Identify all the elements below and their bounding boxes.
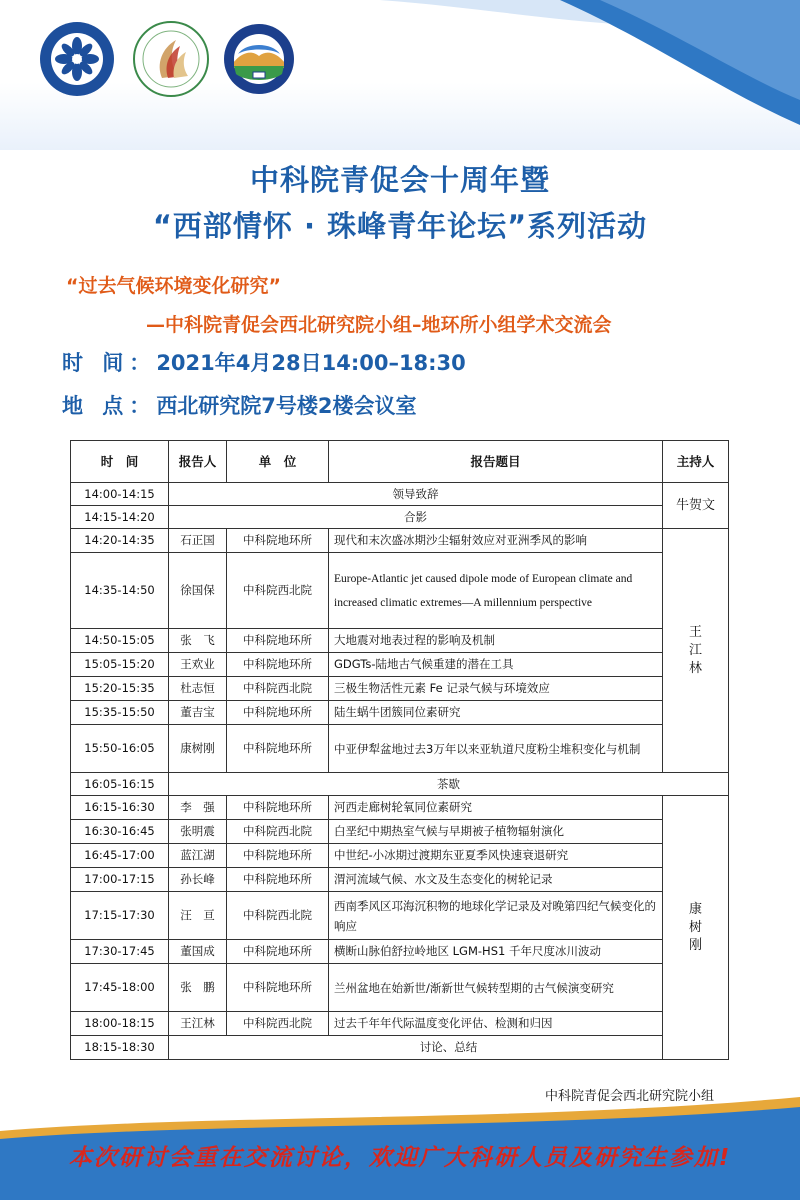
row-time: 16:15-16:30 (71, 796, 169, 820)
row-time: 16:30-16:45 (71, 820, 169, 844)
row-topic: 中世纪-小冰期过渡期东亚夏季风快速衰退研究 (329, 844, 663, 868)
row-session: 领导致辞 (169, 483, 663, 506)
time-value: 2021年4月28日14:00–18:30 (156, 351, 466, 375)
row-time: 14:20-14:35 (71, 529, 169, 553)
row-unit: 中科院西北院 (227, 892, 329, 940)
table-row (71, 964, 729, 1012)
row-time: 16:45-17:00 (71, 844, 169, 868)
table-row (71, 820, 729, 844)
main-title-line2: “西部情怀 · 珠峰青年论坛”系列活动 (152, 209, 648, 243)
row-time: 18:15-18:30 (71, 1036, 169, 1060)
row-topic: 现代和末次盛冰期沙尘辐射效应对亚洲季风的影响 (329, 529, 663, 553)
row-reporter: 杜志恒 (169, 677, 227, 701)
row-topic: 过去千年年代际温度变化评估、检测和归因 (329, 1012, 663, 1036)
header-time: 时 间 (71, 441, 169, 483)
row-reporter: 张明震 (169, 820, 227, 844)
host-name: 王江林 (688, 624, 702, 676)
slogan: 本次研讨会重在交流讨论，欢迎广大科研人员及研究生参加! (68, 1145, 732, 1171)
row-topic: GDGTs-陆地古气候重建的潜在工具 (329, 653, 663, 677)
geo-institute-logo (222, 22, 296, 96)
row-time: 15:35-15:50 (71, 701, 169, 725)
row-topic: Europe-Atlantic jet caused dipole mode of European climate and increased climatic extremes—A millennium perspective (329, 553, 663, 629)
table-row (71, 701, 729, 725)
table-row (71, 483, 729, 506)
table-row (71, 868, 729, 892)
header-host: 主持人 (663, 441, 729, 483)
row-reporter: 董吉宝 (169, 701, 227, 725)
event-time (62, 347, 466, 377)
row-topic: 白垩纪中期热室气候与早期被子植物辐射演化 (329, 820, 663, 844)
row-session: 茶歇 (169, 773, 729, 796)
host-cell (663, 529, 729, 773)
row-unit: 中科院地环所 (227, 796, 329, 820)
row-time: 14:15-14:20 (71, 506, 169, 529)
row-reporter: 王江林 (169, 1012, 227, 1036)
row-unit: 中科院地环所 (227, 653, 329, 677)
row-time: 15:20-15:35 (71, 677, 169, 701)
row-unit: 中科院地环所 (227, 844, 329, 868)
row-time: 17:00-17:15 (71, 868, 169, 892)
table-row (71, 940, 729, 964)
row-reporter: 李 强 (169, 796, 227, 820)
row-time: 15:05-15:20 (71, 653, 169, 677)
header-reporter: 报告人 (169, 441, 227, 483)
row-topic: 三极生物活性元素 Fe 记录气候与环境效应 (329, 677, 663, 701)
row-time: 14:00-14:15 (71, 483, 169, 506)
row-time: 14:35-14:50 (71, 553, 169, 629)
row-unit: 中科院西北院 (227, 553, 329, 629)
row-topic: 横断山脉伯舒拉岭地区 LGM-HS1 千年尺度冰川波动 (329, 940, 663, 964)
row-topic: 陆生蜗牛团簇同位素研究 (329, 701, 663, 725)
table-row (71, 773, 729, 796)
main-title-line1: 中科院青促会十周年暨 (249, 163, 550, 197)
row-session: 合影 (169, 506, 663, 529)
row-time: 16:05-16:15 (71, 773, 169, 796)
row-reporter: 汪 亘 (169, 892, 227, 940)
table-row (71, 677, 729, 701)
row-time: 17:45-18:00 (71, 964, 169, 1012)
header-wave (0, 0, 800, 160)
table-row (71, 1012, 729, 1036)
row-reporter: 孙长峰 (169, 868, 227, 892)
organizer: 中科院青促会西北研究院小组 (544, 1089, 714, 1104)
schedule-table (70, 440, 729, 1060)
row-reporter: 徐国保 (169, 553, 227, 629)
cas-logo (38, 20, 116, 98)
row-unit: 中科院地环所 (227, 725, 329, 773)
event-place (62, 390, 417, 420)
row-reporter: 王欢业 (169, 653, 227, 677)
row-reporter: 张 鹏 (169, 964, 227, 1012)
table-header-row (71, 441, 729, 483)
row-time: 18:00-18:15 (71, 1012, 169, 1036)
row-time: 15:50-16:05 (71, 725, 169, 773)
row-unit: 中科院西北院 (227, 1012, 329, 1036)
table-row (71, 506, 729, 529)
table-row (71, 725, 729, 773)
host-name: 康树刚 (688, 901, 702, 953)
row-reporter: 董国成 (169, 940, 227, 964)
row-unit: 中科院地环所 (227, 868, 329, 892)
host-cell (663, 796, 729, 1060)
row-unit: 中科院西北院 (227, 677, 329, 701)
row-session: 讨论、总结 (169, 1036, 729, 1060)
row-unit: 中科院西北院 (227, 820, 329, 844)
row-reporter: 蓝江湖 (169, 844, 227, 868)
table-row (71, 629, 729, 653)
host-cell: 牛贺文 (663, 483, 729, 529)
time-label: 时 间： (62, 351, 157, 375)
row-time: 17:15-17:30 (71, 892, 169, 940)
row-reporter: 石正国 (169, 529, 227, 553)
table-row (71, 653, 729, 677)
header-topic: 报告题目 (329, 441, 663, 483)
table-row (71, 1036, 729, 1060)
table-row (71, 796, 729, 820)
youth-promotion-logo (132, 20, 210, 98)
row-topic: 兰州盆地在始新世/渐新世气候转型期的古气候演变研究 (329, 964, 663, 1012)
subtitle-line1: “过去气候环境变化研究” (66, 275, 281, 297)
row-topic: 中亚伊犁盆地过去3万年以来亚轨道尺度粉尘堆积变化与机制 (329, 725, 663, 773)
header-unit: 单 位 (227, 441, 329, 483)
row-reporter: 康树刚 (169, 725, 227, 773)
place-value: 西北研究院7号楼2楼会议室 (156, 394, 417, 418)
row-time: 17:30-17:45 (71, 940, 169, 964)
row-unit: 中科院地环所 (227, 629, 329, 653)
row-topic: 大地震对地表过程的影响及机制 (329, 629, 663, 653)
table-row (71, 529, 729, 553)
table-row (71, 553, 729, 629)
table-row (71, 844, 729, 868)
row-topic: 河西走廊树轮氧同位素研究 (329, 796, 663, 820)
row-unit: 中科院地环所 (227, 940, 329, 964)
row-reporter: 张 飞 (169, 629, 227, 653)
row-topic: 渭河流域气候、水文及生态变化的树轮记录 (329, 868, 663, 892)
subtitle-line2: —中科院青促会西北研究院小组–地环所小组学术交流会 (146, 314, 612, 336)
table-row (71, 892, 729, 940)
row-topic: 西南季风区邛海沉积物的地球化学记录及对晚第四纪气候变化的响应 (329, 892, 663, 940)
row-time: 14:50-15:05 (71, 629, 169, 653)
row-unit: 中科院地环所 (227, 529, 329, 553)
row-unit: 中科院地环所 (227, 964, 329, 1012)
row-unit: 中科院地环所 (227, 701, 329, 725)
place-label: 地 点： (62, 394, 157, 418)
